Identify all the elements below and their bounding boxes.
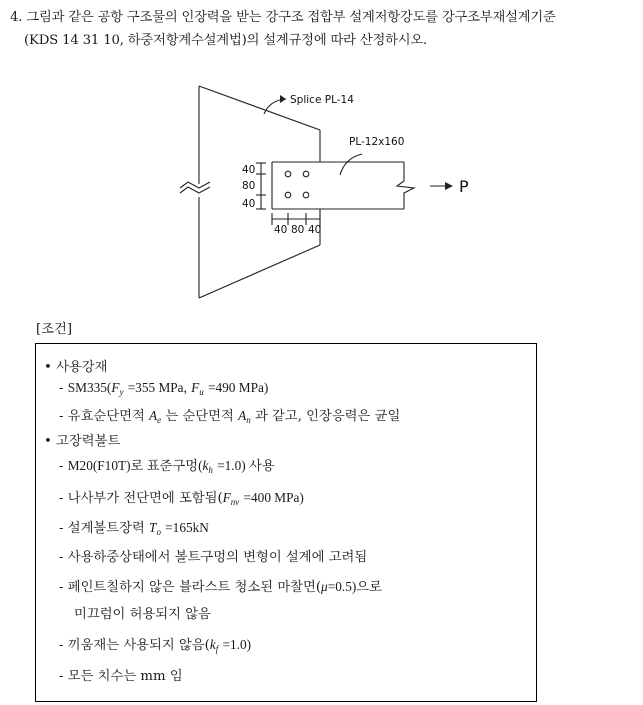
question-line-1: 4. 그림과 같은 공항 구조물의 인장력을 받는 강구조 접합부 설계저항강도를 강구조부재설계기준 <box>10 10 556 25</box>
fy-value: =355 MPa, <box>127 380 187 395</box>
steel-grade: SM335( <box>67 380 112 395</box>
splice-leader-arrowhead <box>280 95 286 103</box>
dash: - <box>59 638 64 653</box>
vertical-dim-3: 40 <box>242 198 256 210</box>
kf-symbol: k <box>209 637 216 652</box>
bullet: • <box>44 434 52 449</box>
thread-row <box>59 487 304 507</box>
ae-symbol: A <box>149 408 158 423</box>
horizontal-dim-1: 40 <box>274 224 288 236</box>
bolt-heading: 고장력볼트 <box>56 434 121 449</box>
an-subscript: n <box>246 415 251 425</box>
units-row <box>59 665 183 684</box>
to-symbol: T <box>149 520 157 535</box>
load-arrowhead <box>445 182 453 190</box>
surface-text: 페인트칠하지 않은 블라스트 청소된 마찰면( <box>67 580 322 595</box>
kh-symbol: k <box>202 458 209 473</box>
break-line-left-2 <box>180 187 210 193</box>
net-area-text-b: 는 순단면적 <box>165 409 239 424</box>
fu-symbol: F <box>191 380 200 395</box>
fu-subscript: u <box>199 387 204 397</box>
an-symbol: A <box>238 408 247 423</box>
thread-text: 나사부가 전단면에 포함됨( <box>67 491 223 506</box>
deformation-text: 사용하중상태에서 볼트구멍의 변형이 설계에 고려됨 <box>67 550 368 565</box>
plate-leader <box>340 154 362 175</box>
steel-heading-row <box>44 356 107 375</box>
kh-value: =1.0) 사용 <box>217 458 275 473</box>
bullet: • <box>44 360 52 375</box>
net-area-text-a: 유효순단면적 <box>67 409 150 424</box>
splice-bottom-edge <box>199 245 320 298</box>
question-line-2: (KDS 14 31 10, 하중저항계수설계법)의 설계규정에 따라 산정하시오. <box>24 33 428 48</box>
vertical-dim-1: 40 <box>242 164 256 176</box>
dash: - <box>59 550 64 565</box>
fnv-symbol: F <box>222 490 231 505</box>
fy-symbol: F <box>111 380 120 395</box>
filler-row <box>59 634 251 654</box>
fu-value: =490 MPa) <box>208 380 269 395</box>
mu-value: =0.5)으로 <box>327 579 382 594</box>
mu-symbol: μ <box>321 579 328 594</box>
dash: - <box>59 409 64 424</box>
kf-value: =1.0) <box>222 637 252 652</box>
bolt-tension-row <box>59 517 209 537</box>
load-label: P <box>459 177 469 196</box>
dash: - <box>59 580 64 595</box>
tension-text: 설계볼트장력 <box>67 521 150 536</box>
splice-label: Splice PL-14 <box>290 94 354 106</box>
to-value: =165kN <box>165 520 209 535</box>
break-line-right <box>397 162 414 209</box>
plate-label: PL-12x160 <box>349 136 405 148</box>
deformation-row <box>59 546 367 565</box>
net-area-text-c: 과 같고, 인장응력은 균일 <box>254 409 401 424</box>
horizontal-dim-3: 40 <box>308 224 322 236</box>
vertical-dim-2: 80 <box>242 180 256 192</box>
dash: - <box>59 459 64 474</box>
steel-heading: 사용강재 <box>56 360 108 375</box>
conditions-box <box>35 343 537 702</box>
surface-text-2: 미끄럼이 허용되지 않음 <box>74 607 211 622</box>
units-text: 모든 치수는 mm 임 <box>67 669 183 684</box>
bolt-heading-row <box>44 430 120 449</box>
bolt-type-text: M20(F10T)로 표준구멍( <box>67 458 203 473</box>
fy-subscript: y <box>119 387 124 397</box>
filler-text: 끼움재는 사용되지 않음( <box>67 638 210 653</box>
net-area-row <box>59 405 400 425</box>
dash: - <box>59 521 64 536</box>
to-subscript: o <box>156 527 161 537</box>
splice-leader <box>264 99 286 114</box>
dash: - <box>59 669 64 684</box>
bolt-hole <box>303 192 309 198</box>
surface-row-cont <box>74 603 211 622</box>
conditions-title: [조건] <box>36 322 73 337</box>
bolt-type-row <box>59 455 275 475</box>
dash: - <box>59 381 64 396</box>
steel-strength-row <box>59 380 268 397</box>
horizontal-dim-2: 80 <box>291 224 305 236</box>
splice-top-edge <box>199 86 320 130</box>
bolt-hole <box>285 192 291 198</box>
fnv-subscript: nv <box>230 497 240 507</box>
kh-subscript: h <box>208 465 213 475</box>
break-line-left <box>180 182 210 188</box>
dash: - <box>59 491 64 506</box>
ae-subscript: e <box>157 415 162 425</box>
fnv-value: =400 MPa) <box>243 490 304 505</box>
bolt-hole <box>285 171 291 177</box>
bolt-hole <box>303 171 309 177</box>
connection-diagram <box>0 0 643 320</box>
surface-row <box>59 576 382 595</box>
kf-subscript: f <box>215 644 219 654</box>
